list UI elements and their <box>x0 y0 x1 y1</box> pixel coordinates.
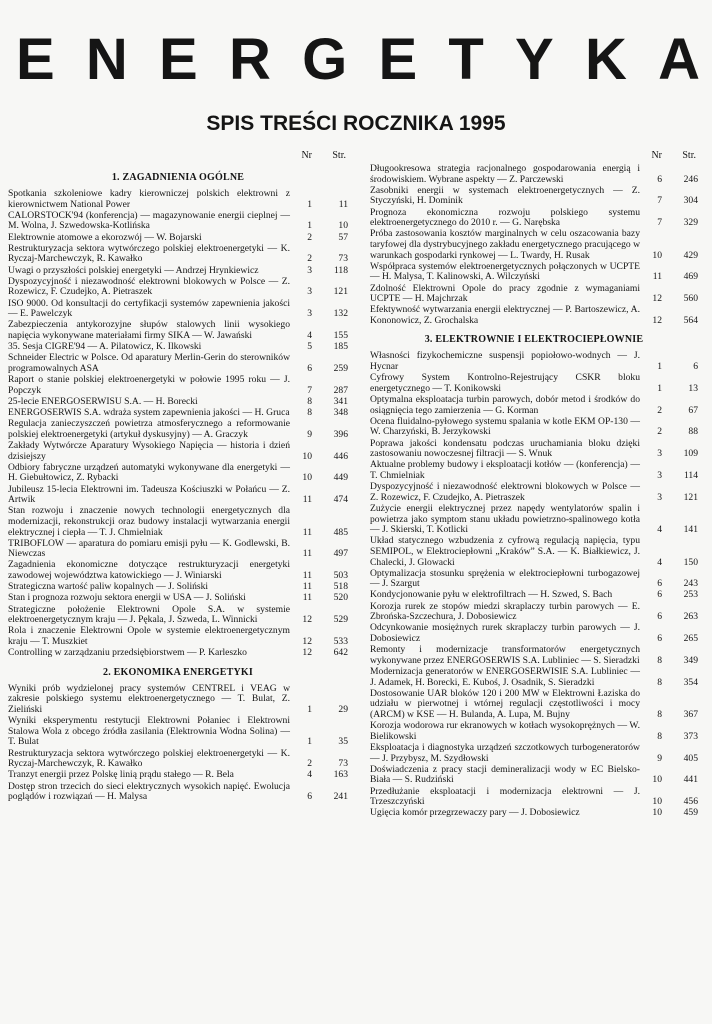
toc-entry <box>370 623 698 644</box>
toc-entry <box>8 277 348 298</box>
entry-title: Prognoza ekonomiczna rozwoju polskiego systemu elektroenergetycznego do 2010 r. — G. Narębska <box>370 206 640 229</box>
toc-entry <box>370 743 698 764</box>
toc-entry <box>370 284 698 305</box>
issue-number: 1 <box>657 361 662 373</box>
section-heading: 3. ELEKTROWNIE I ELEKTROCIEPŁOWNIE <box>424 334 644 346</box>
toc-entry <box>370 229 698 261</box>
entry-title: Zagadnienia ekonomiczne dotyczące restrukturyzacji energetyki zawodowej województwa katowickiego — J. Winiarski <box>8 559 290 582</box>
page-number: 73 <box>338 253 348 265</box>
masthead-letter: E <box>159 27 198 92</box>
toc-entry <box>8 375 348 396</box>
toc-entry <box>370 482 698 503</box>
issue-number: 1 <box>657 382 662 394</box>
toc-entry <box>370 439 698 460</box>
journal-masthead <box>16 28 700 92</box>
entry-title: Zakłady Wytwórcze Aparatury Wysokiego Napięcia — historia i dzień dzisiejszy <box>8 439 290 462</box>
entry-title: Dyspozycyjność i niezawodność elektrowni blokowych w Polsce — Z. Rozewicz, F. Czudejko, A. Pietraszek <box>370 481 640 503</box>
issue-number: 2 <box>657 404 662 416</box>
entry-title: Korozja wodorowa rur ekranowych w kotłach wysokoprężnych — W. Bielikowski <box>370 720 640 742</box>
issue-number: 8 <box>657 676 662 688</box>
issue-number: 8 <box>657 654 662 666</box>
page-number: 560 <box>683 293 698 305</box>
page-number: 287 <box>333 384 348 396</box>
entry-title: Elektrownie atomowe a ekorozwój — W. Bojarski <box>8 231 202 243</box>
toc-entry <box>8 749 348 770</box>
issue-number: 1 <box>307 198 312 210</box>
toc-entry <box>8 605 348 626</box>
entry-title: Długookresowa strategia racjonalnego gospodarowania energią i środowiskiem. Wybrane aspekty — Z. Parczewski <box>370 163 640 185</box>
page-number: 304 <box>683 195 698 207</box>
entry-title: Współpraca systemów elektroenergetycznych połączonych w UCPTE — H. Malysa, T. Kalinowski, A. Wilczyński <box>370 260 640 283</box>
page-number: 29 <box>338 703 348 715</box>
masthead-letter: G <box>302 27 348 92</box>
entry-title: Zdolność Elektrowni Opole do pracy zgodnie z wymaganiami UCPTE — H. Majchrzak <box>370 282 640 305</box>
toc-entry <box>370 208 698 229</box>
page-number: 246 <box>683 173 698 185</box>
toc-entry <box>8 353 348 374</box>
issue-number: 7 <box>657 195 662 207</box>
toc-entry <box>370 164 698 185</box>
page-number: 118 <box>333 264 348 276</box>
page-number: 446 <box>333 450 348 462</box>
issue-number: 6 <box>657 611 662 623</box>
page-number: 474 <box>333 494 348 506</box>
entry-title: Optymalna eksploatacja turbin parowych, dobór metod i środków do osiągnięcia tego zamierzenia — G. Korman <box>370 394 640 416</box>
toc-entry <box>370 689 698 721</box>
issue-number: 11 <box>302 581 312 593</box>
issue-number: 4 <box>307 769 312 781</box>
issue-number: 4 <box>307 329 312 341</box>
page-number: 441 <box>683 774 698 786</box>
issue-number: 5 <box>307 341 312 353</box>
column-header <box>8 150 348 164</box>
page-number: 449 <box>333 472 348 484</box>
issue-number: 12 <box>302 647 312 659</box>
entry-title: Poprawa jakości kondensatu podczas uruchamiania bloku dzięki zastosowaniu nowoczesnej filtracji — S. Wnuk <box>370 437 640 460</box>
entry-title: Spotkania szkoleniowe kadry kierowniczej polskich elektrowni z kierownictwem National Power <box>8 188 290 210</box>
page-number: 405 <box>683 752 698 764</box>
page-number: 10 <box>338 220 348 232</box>
entry-title: Odcynkowanie mosiężnych rurek skraplaczy turbin parowych — J. Dobosiewicz <box>370 622 640 645</box>
entry-title: Dostosowanie UAR bloków 120 i 200 MW w Elektrowni Łaziska do udziału w pierwotnej i wtórnej regulacji częstotliwości i mocy (ARCM) w KSE — H. Bulanda, A. Lupa, M. Bujny <box>370 687 640 720</box>
entry-title: Stan i prognoza rozwoju sektora energii w USA — J. Soliński <box>8 592 246 604</box>
page-number: 329 <box>683 217 698 229</box>
page-number: 57 <box>338 231 348 243</box>
toc-entry <box>8 485 348 506</box>
entry-title: Zabezpieczenia antykorozyjne słupów stalowych linii wysokiego napięcia wykonywane materiałami firmy SIKA — W. Jawański <box>8 319 290 341</box>
page-number: 163 <box>333 769 348 781</box>
issue-number: 2 <box>307 231 312 243</box>
entry-title: Eksploatacja i diagnostyka urządzeń szczotkowych turbogeneratorów — J. Przybysz, M. Szydłowski <box>370 741 640 764</box>
issue-number: 3 <box>657 448 662 460</box>
issue-number: 1 <box>307 220 312 232</box>
page-number: 114 <box>683 469 698 481</box>
page-number: 503 <box>333 570 348 582</box>
page-number: 11 <box>338 198 348 210</box>
toc-entry <box>8 441 348 462</box>
entry-title: Korozja rurek ze stopów miedzi skraplaczy turbin parowych — E. Zbrońska-Szczechura, J. Dobosiewicz <box>370 600 640 623</box>
toc-entry <box>370 186 698 207</box>
issue-number: 11 <box>302 494 312 506</box>
toc-entry <box>370 373 698 394</box>
toc-entry <box>370 536 698 568</box>
entry-title: Układ statycznego wzbudzenia z cyfrową regulacją napięcia, typu SEMIPOL, w Elektrociepłowni „Kraków” S.A. — K. Białkiewicz, J. Chalecki, J. Glowacki <box>370 535 640 568</box>
page-number: 497 <box>333 548 348 560</box>
page-number: 35 <box>338 736 348 748</box>
issue-number: 3 <box>307 308 312 320</box>
entry-title: Efektywność wytwarzania energii elektrycznej — P. Bartoszewicz, A. Kononowicz, Z. Grochalska <box>370 304 640 326</box>
page-number: 132 <box>333 308 348 320</box>
toc-entry <box>8 770 348 781</box>
toc-entry <box>8 539 348 560</box>
page-number: 253 <box>683 589 698 601</box>
entry-title: CALORSTOCK'94 (konferencja) — magazynowanie energii cieplnej — M. Wolna, J. Szwedowska-Kotlińska <box>8 209 290 232</box>
entry-title: Restrukturyzacja sektora wytwórczego polskiej elektroenergetyki — K. Ryczaj-Marchewczyk, R. Kawałko <box>8 747 290 770</box>
issue-number: 3 <box>307 286 312 298</box>
toc-entry <box>8 419 348 440</box>
toc-entry <box>370 351 698 372</box>
issue-number: 10 <box>652 774 662 786</box>
entry-title: Restrukturyzacja sektora wytwórczego polskiej elektroenergetyki — K. Ryczaj-Marchewczyk, R. Kawałko <box>8 242 290 265</box>
issue-number: 12 <box>652 314 662 326</box>
issue-number: 11 <box>302 592 312 604</box>
masthead-letter: R <box>228 27 271 92</box>
page-number: 259 <box>333 362 348 374</box>
issue-number: 11 <box>652 271 662 283</box>
entry-title: Ugięcia komór przegrzewaczy pary — J. Dobosiewicz <box>370 807 580 819</box>
page-number: 373 <box>683 730 698 742</box>
page-number: 348 <box>333 407 348 418</box>
issue-number: 12 <box>302 636 312 647</box>
entry-title: Dyspozycyjność i niezawodność elektrowni blokowych w Polsce — Z. Rozewicz, F. Czudejko, A. Pietraszek <box>8 275 290 298</box>
toc-entry <box>8 506 348 538</box>
masthead-letter: E <box>378 27 418 92</box>
page-number: 564 <box>683 314 698 326</box>
toc-entry <box>8 342 348 353</box>
issue-number: 7 <box>307 384 312 396</box>
issue-number: 11 <box>302 570 312 582</box>
issue-number: 6 <box>657 173 662 185</box>
issue-number: 2 <box>307 253 312 265</box>
toc-entry <box>8 233 348 244</box>
entry-title: Własności fizykochemiczne suspensji popiołowo-wodnych — J. Hycnar <box>370 350 640 373</box>
issue-number: 12 <box>652 293 662 305</box>
issue-number: 9 <box>307 428 312 440</box>
entry-title: Wyniki eksperymentu restytucji Elektrowni Połaniec i Elektrowni Stalowa Wola z obcego źródła zasilania (Elektrownia Wodna Solina) — T. Bulat <box>8 715 290 748</box>
masthead-letter: E <box>16 27 55 92</box>
toc-entry <box>370 569 698 590</box>
page-number: 354 <box>683 676 698 688</box>
toc-entry <box>370 417 698 438</box>
issue-number: 6 <box>307 791 312 803</box>
entry-title: 25-lecie ENERGOSERWISU S.A. — H. Borecki <box>8 395 198 407</box>
entry-title: Jubileusz 15-lecia Elektrowni im. Tadeusza Kościuszki w Połańcu — Z. Artwik <box>8 483 290 506</box>
entry-title: Optymalizacja stosunku sprężenia w elektrociepłowni turbogazowej — J. Szargut <box>370 567 640 590</box>
entry-title: Raport o stanie polskiej elektroenergetyki w połowie 1995 roku — J. Popczyk <box>8 374 290 396</box>
masthead-letter: N <box>85 27 128 92</box>
entry-title: Ocena fluidalno-pyłowego systemu spalania w kotle EKM OP-130 — W. Charzyński, B. Jerzykowski <box>370 415 640 438</box>
entry-title: Zużycie energii elektrycznej przez napędy wentylatorów spalin i powietrza jako symptom stanu układu powietrzno-spalinowego kotła — J. Skierski, T. Kotlicki <box>370 502 640 536</box>
column-header <box>370 150 698 164</box>
entry-title: Strategiczne położenie Elektrowni Opole S.A. w systemie elektroenergetycznym kraju — J. Pękala, J. Szweda, L. Winnicki <box>8 603 290 626</box>
str-label: Str. <box>682 150 696 161</box>
page-number: 67 <box>688 404 698 416</box>
str-label: Str. <box>332 150 346 161</box>
page-number: 459 <box>683 807 698 819</box>
toc-entry <box>370 305 698 326</box>
toc-entry <box>8 560 348 581</box>
page-number: 185 <box>333 341 348 353</box>
toc-entry <box>370 721 698 742</box>
masthead-letter: K <box>584 27 627 92</box>
issue-number: 10 <box>302 450 312 462</box>
section-heading: 1. ZAGADNIENIA OGÓLNE <box>111 172 245 183</box>
page-number: 109 <box>683 448 698 460</box>
toc-entry <box>8 463 348 484</box>
toc-entry <box>370 590 698 601</box>
page-number: 485 <box>333 526 348 538</box>
entry-title: Uwagi o przyszłości polskiej energetyki — Andrzej Hrynkiewicz <box>8 264 259 276</box>
entry-title: Modernizacja generatorów w ENERGOSERWISIE S.A. Lubliniec — J. Adamek, H. Borecki, E. Kuboś, J. Osadnik, S. Sieradzki <box>370 666 640 688</box>
issue-number: 1 <box>307 736 312 748</box>
toc-entry <box>8 320 348 341</box>
page-number: 456 <box>683 796 698 808</box>
toc-entry <box>370 645 698 666</box>
issue-number: 6 <box>307 362 312 374</box>
toc-entry <box>370 262 698 283</box>
toc-entry <box>8 408 348 419</box>
section-heading: 2. EKONOMIKA ENERGETYKI <box>103 666 253 678</box>
entry-title: Stan rozwoju i znaczenie nowych technologii energetycznych dla modernizacji, rekonstrukcji oraz budowy instalacji wytwarzania energii elektrycznej i ciepła — T. J. Chmielniak <box>8 505 290 538</box>
issue-number: 10 <box>652 807 662 819</box>
toc-entry <box>8 648 348 659</box>
issue-number: 3 <box>657 491 662 503</box>
entry-title: Próba zastosowania kosztów marginalnych w celu oszacowania bazy taryfowej dla dystrybucyjnego zakładu energetycznego pracującego w warunkach gospodarki rynkowej — L. Twardy, H. Rusak <box>370 228 640 261</box>
page-number: 520 <box>333 592 348 604</box>
masthead-letter: Y <box>515 27 554 92</box>
masthead-letter: T <box>448 27 484 92</box>
entry-title: Kondycjonowanie pyłu w elektrofiltrach — H. Szwed, S. Bach <box>370 589 613 601</box>
masthead-letter: A <box>658 27 700 92</box>
entry-title: Aktualne problemy budowy i eksploatacji kotłów — (konferencja) — T. Chmielniak <box>370 459 640 481</box>
issue-number: 6 <box>657 578 662 590</box>
entry-title: ENERGOSERWIS S.A. wdraża system zapewnienia jakości — H. Gruca <box>8 407 290 418</box>
issue-number: 4 <box>657 556 662 568</box>
issue-number: 9 <box>657 752 662 764</box>
toc-entry <box>8 397 348 408</box>
toc-entry <box>8 299 348 320</box>
issue-number: 10 <box>302 472 312 484</box>
toc-entry <box>8 266 348 277</box>
entry-title: Tranzyt energii przez Polskę linią prądu stałego — R. Bela <box>8 769 234 781</box>
toc-entry <box>370 765 698 786</box>
toc-entry <box>8 716 348 748</box>
page-number: 243 <box>683 578 698 590</box>
page-number: 150 <box>683 556 698 568</box>
page-number: 13 <box>688 382 698 394</box>
toc-entry <box>370 504 698 536</box>
issue-number: 8 <box>307 395 312 407</box>
page-number: 529 <box>333 614 348 626</box>
entry-title: Cyfrowy System Kontrolno-Rejestrujący CSKR bloku energetycznego — T. Konikowski <box>370 372 640 394</box>
toc-entry <box>8 593 348 604</box>
toc-entry <box>370 460 698 481</box>
entry-title: Schneider Electric w Polsce. Od aparatury Merlin-Gerin do sterowników programowalnych ASA <box>8 352 290 374</box>
toc-entry <box>8 626 348 647</box>
issue-number: 6 <box>657 633 662 645</box>
issue-number: 10 <box>652 796 662 808</box>
page-number: 533 <box>333 636 348 647</box>
issue-number: 8 <box>307 407 312 418</box>
entry-title: Dostęp stron trzecich do sieci elektrycznych wysokich napięć. Ewolucja poglądów i rozwiązań — H. Malysa <box>8 780 290 803</box>
page-number: 155 <box>333 329 348 341</box>
page-number: 265 <box>683 633 698 645</box>
issue-number: 7 <box>657 217 662 229</box>
entry-title: Doświadczenia z pracy stacji demineralizacji wody w EC Bielsko-Biała — S. Rudziński <box>370 763 640 786</box>
entry-title: Strategiczna wartość paliw kopalnych — J. Soliński <box>8 581 209 593</box>
issue-number: 3 <box>307 264 312 276</box>
page-number: 396 <box>333 428 348 440</box>
toc-entry <box>8 582 348 593</box>
toc-entry <box>370 808 698 819</box>
issue-number: 6 <box>657 589 662 601</box>
entry-title: Controlling w zarządzaniu przedsiębiorstwem — P. Karleszko <box>8 647 247 659</box>
entry-title: Przedłużanie eksploatacji i modernizacja elektrowni — J. Trzeszczyński <box>370 785 640 808</box>
toc-entry <box>370 395 698 416</box>
issue-number: 11 <box>302 548 312 560</box>
page-number: 349 <box>683 654 698 666</box>
page-number: 241 <box>333 791 348 803</box>
issue-number: 12 <box>302 614 312 626</box>
page-number: 263 <box>683 611 698 623</box>
page-number: 141 <box>683 524 698 536</box>
page-number: 367 <box>683 708 698 720</box>
issue-number: 3 <box>657 469 662 481</box>
issue-number: 2 <box>307 758 312 770</box>
issue-number: 11 <box>302 526 312 538</box>
toc-entry <box>8 684 348 716</box>
issue-number: 1 <box>307 703 312 715</box>
left-column <box>8 150 348 803</box>
entry-title: ISO 9000. Od konsultacji do certyfikacji systemów zapewnienia jakości — E. Pawelczyk <box>8 297 290 320</box>
entry-title: Rola i znaczenie Elektrowni Opole w systemie elektroenergetycznym kraju — T. Muszkiet <box>8 625 290 647</box>
nr-label: Nr <box>301 150 312 161</box>
issue-number: 10 <box>652 249 662 261</box>
entry-title: Regulacja zanieczyszczeń powietrza atmosferycznego a reformowanie polskiej elektroenergetyki (artykuł dyskusyjny) — A. Graczyk <box>8 418 290 440</box>
page-title: SPIS TREŚCI ROCZNIKA 1995 <box>206 112 506 135</box>
toc-entry <box>370 602 698 623</box>
page-number: 341 <box>333 395 348 407</box>
issue-number: 2 <box>657 426 662 438</box>
page-number: 88 <box>688 426 698 438</box>
page-number: 121 <box>683 491 698 503</box>
page-number: 121 <box>333 286 348 298</box>
right-column <box>370 150 698 819</box>
entry-title: Remonty i modernizacje transformatorów energetycznych wykonywane przez ENERGOSERWIS S.A. Lubliniec — S. Sieradzki <box>370 644 640 666</box>
page-number: 642 <box>333 647 348 659</box>
toc-entry <box>8 244 348 265</box>
issue-number: 4 <box>657 524 662 536</box>
entry-title: TRIBOFLOW — aparatura do pomiaru emisji pyłu — K. Godlewski, B. Niewczas <box>8 537 290 560</box>
entry-title: Odbiory fabryczne urządzeń automatyki wykonywane dla energetyki — H. Giebułtowicz, Z. Rybacki <box>8 461 290 484</box>
page-number: 469 <box>683 271 698 283</box>
entry-title: 35. Sesja CIGRE'94 — A. Pilatowicz, K. Ilkowski <box>8 341 202 353</box>
toc-entry <box>8 211 348 232</box>
issue-number: 8 <box>657 708 662 720</box>
toc-entry <box>370 667 698 688</box>
nr-label: Nr <box>651 150 662 161</box>
toc-entry <box>8 782 348 803</box>
entry-title: Wyniki prób wydzielonej pracy systemów CENTREL i VEAG w zakresie polskiego systemu elektroenergetycznego — T. Bulat, Z. Zieliński <box>8 682 290 715</box>
entry-title: Zasobniki energii w systemach elektroenergetycznych — Z. Styczyński, H. Dominik <box>370 184 640 207</box>
page-number: 73 <box>338 758 348 770</box>
toc-entry <box>370 787 698 808</box>
page-number: 518 <box>333 581 348 593</box>
page-number: 429 <box>683 249 698 261</box>
issue-number: 8 <box>657 730 662 742</box>
page-number: 6 <box>693 361 698 373</box>
toc-entry <box>8 189 348 210</box>
